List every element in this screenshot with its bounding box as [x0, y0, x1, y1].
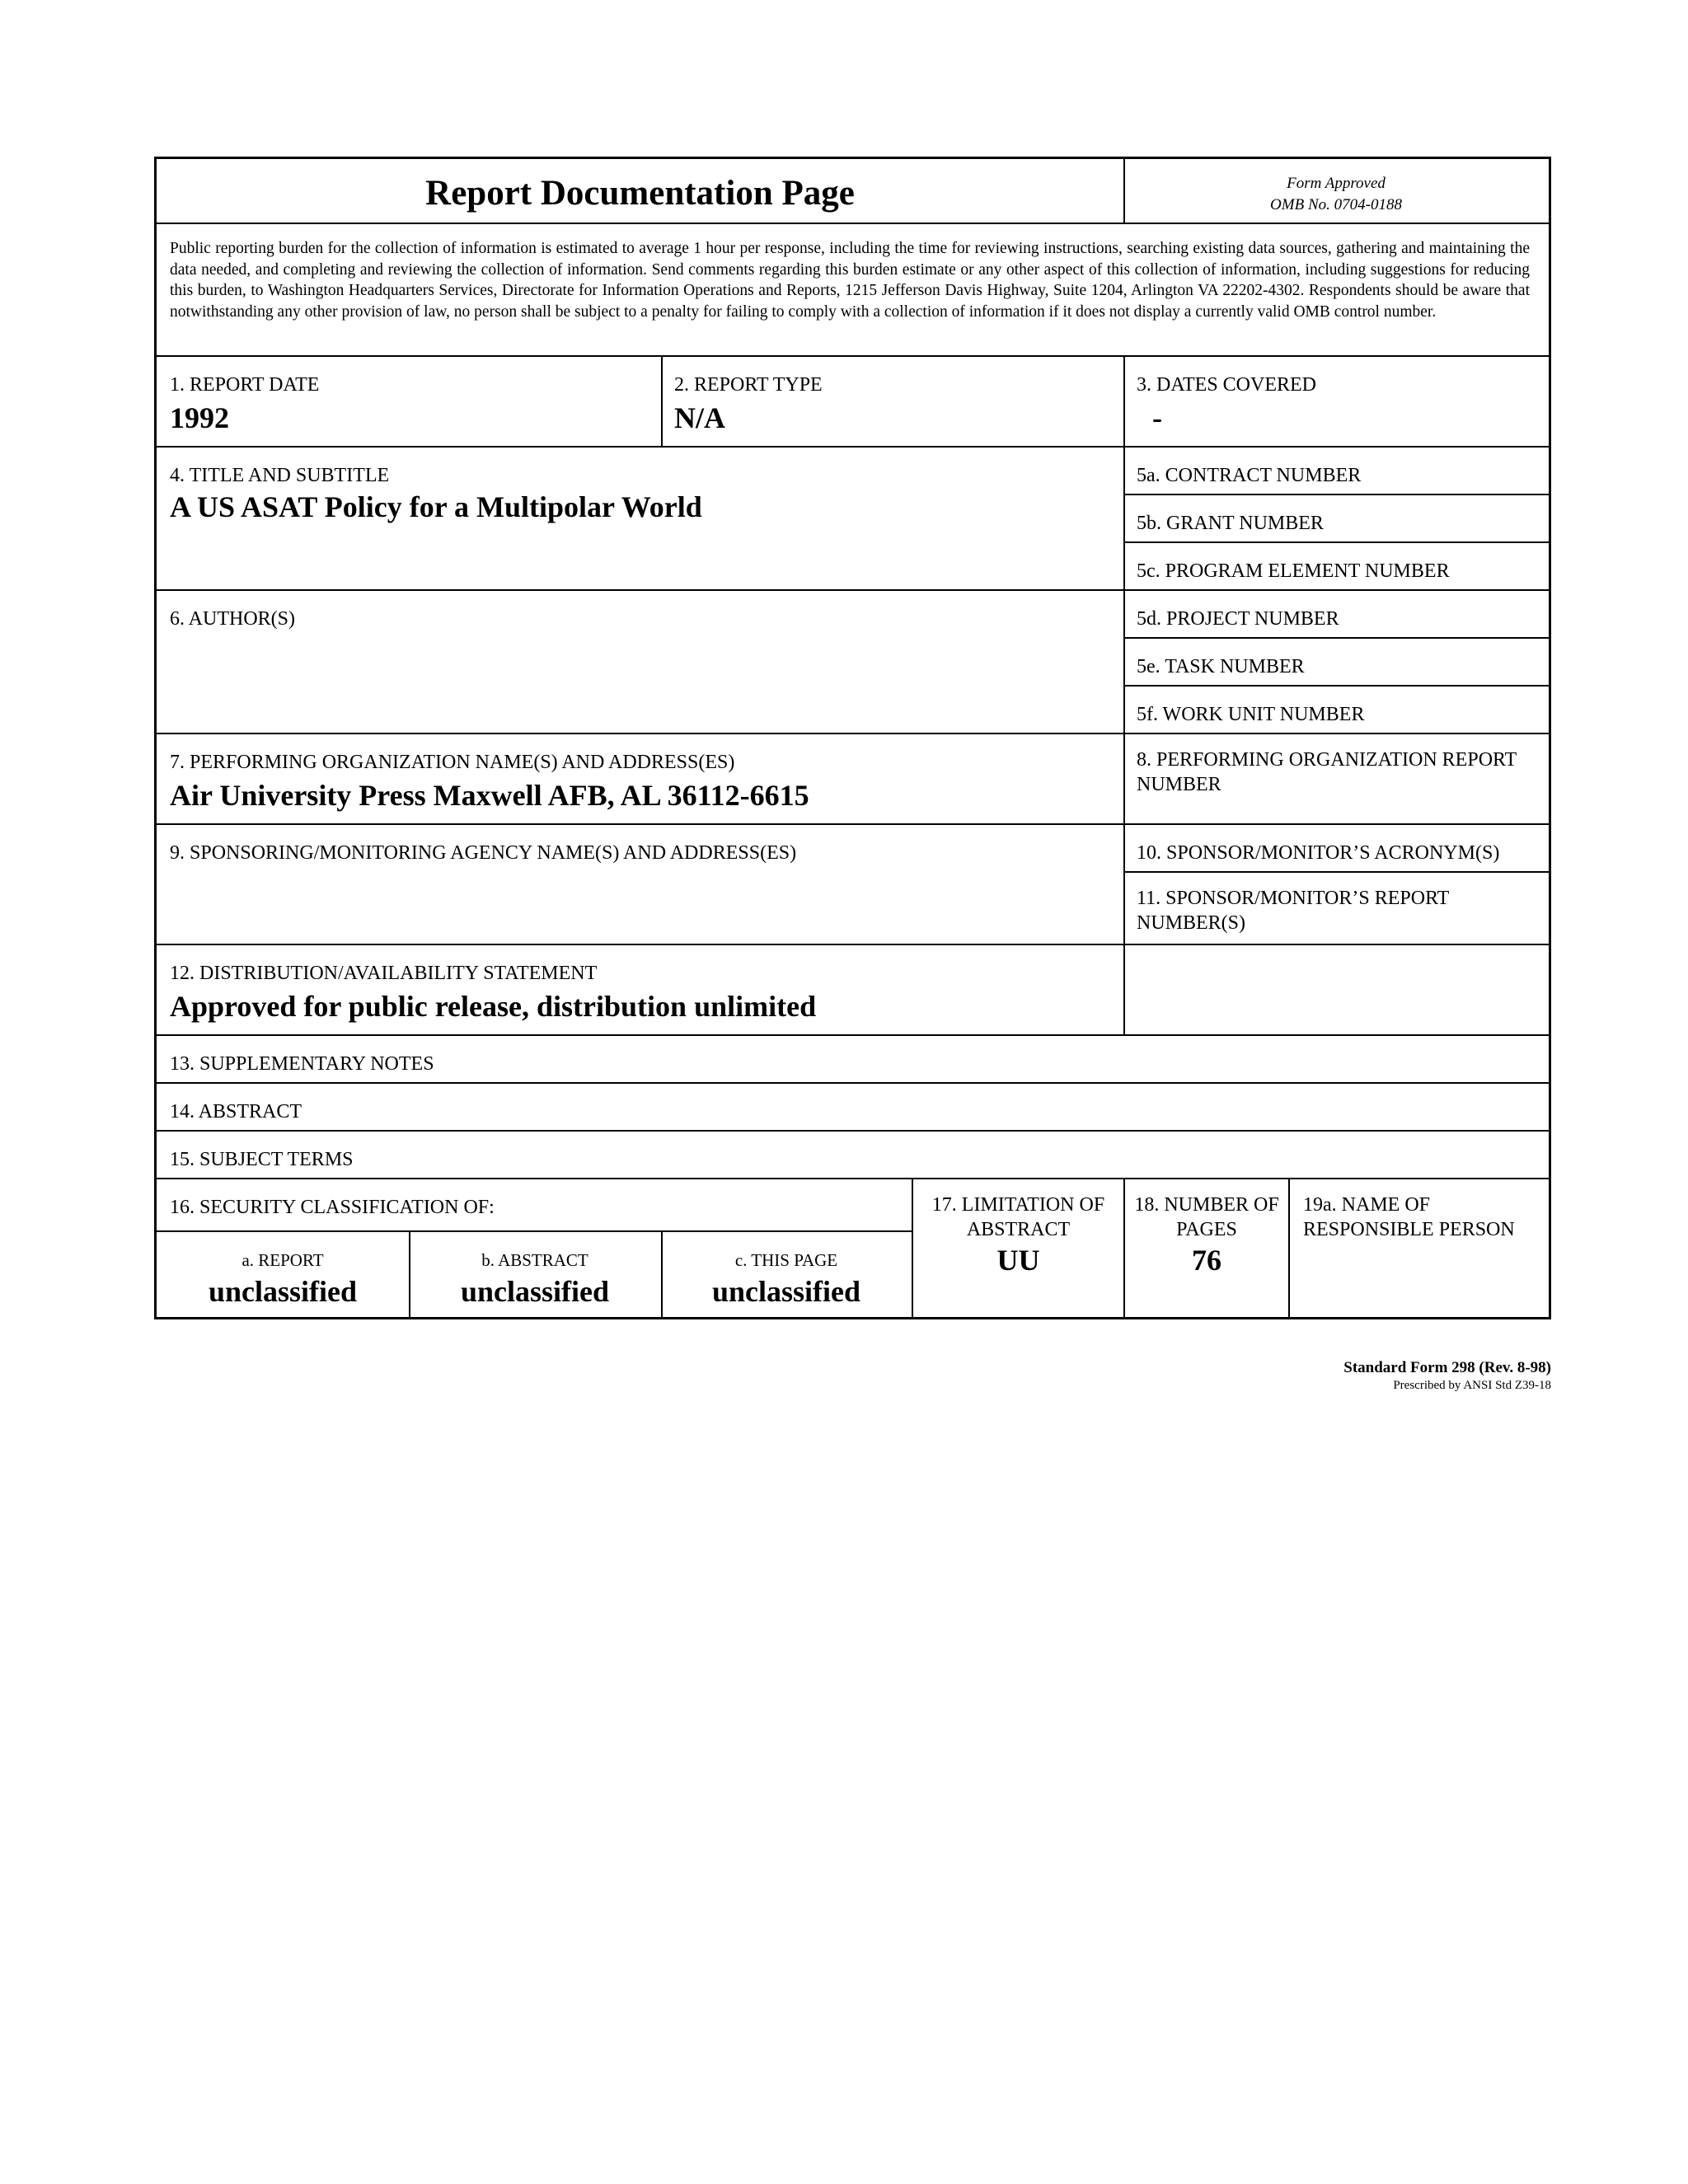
- rule-5b: [1123, 541, 1549, 543]
- rule-row6: [157, 733, 1549, 734]
- vrule-right-column: [1123, 355, 1125, 1034]
- responsible-person-label: 19a. NAME OF RESPONSIBLE PERSON: [1303, 1194, 1515, 1240]
- dates-covered-value: -: [1152, 401, 1162, 434]
- form-approved: [1123, 173, 1549, 216]
- grant-number-label: 5b. GRANT NUMBER: [1137, 513, 1324, 534]
- report-documentation-form: [154, 157, 1551, 1319]
- distribution-value: Approved for public release, distribution unlimited: [170, 990, 817, 1023]
- distribution-label: 12. DISTRIBUTION/AVAILABILITY STATEMENT: [170, 963, 598, 984]
- num-pages-value: 76: [1192, 1244, 1221, 1277]
- rule-row9: [157, 944, 1549, 945]
- task-number-label: 5e. TASK NUMBER: [1137, 656, 1305, 677]
- title-subtitle-label: 4. TITLE AND SUBTITLE: [170, 465, 390, 486]
- burden-statement: Public reporting burden for the collection of information is estimated to average 1 hour per response, including the time for reviewing instructions, searching existing data sources, gathering and maintaining the data needed, and completing and reviewing the collection of information. Send comments regarding this burden estimate or any other aspect of this collection of information, including suggestions for reducing this burden, to Washington Headquarters Services, Directorate for Information Operations and Reports, 1215 Jefferson Davis Highway, Suite 1204, Arlington VA 22202-4302. Respondents should be aware that notwithstanding any other provision of law, no person shall be subject to a penalty for failing to comply with a collection of information if it does not display a currently valid OMB control number.: [170, 240, 1530, 321]
- report-type-label: 2. REPORT TYPE: [674, 374, 823, 396]
- omb-number: OMB No. 0704-0188: [1270, 196, 1402, 213]
- security-classification-label: 16. SECURITY CLASSIFICATION OF:: [170, 1197, 495, 1218]
- prescribed-by: Prescribed by ANSI Std Z39-18: [1393, 1379, 1551, 1392]
- num-pages-label: 18. NUMBER OF PAGES: [1134, 1194, 1279, 1240]
- rule-row1: [157, 446, 1549, 448]
- rule-5e: [1123, 685, 1549, 687]
- rule-header: [157, 223, 1549, 224]
- dates-covered-label: 3. DATES COVERED: [1137, 374, 1317, 396]
- sponsor-report-label: 11. SPONSOR/MONITOR’S REPORT NUMBER(S): [1137, 888, 1449, 934]
- supplementary-notes-label: 13. SUPPLEMENTARY NOTES: [170, 1053, 434, 1075]
- rule-row13: [157, 1082, 1549, 1084]
- security-report-label: a. REPORT: [241, 1250, 324, 1270]
- contract-number-label: 5a. CONTRACT NUMBER: [1137, 465, 1362, 486]
- rule-10: [1123, 871, 1549, 873]
- security-this-page-label: c. THIS PAGE: [734, 1250, 838, 1270]
- rule-row16: [157, 1230, 912, 1232]
- rule-row7: [157, 823, 1549, 825]
- project-number-label: 5d. PROJECT NUMBER: [1137, 608, 1339, 630]
- rule-row14: [157, 1130, 1549, 1132]
- sponsor-acronym-label: 10. SPONSOR/MONITOR’S ACRONYM(S): [1137, 842, 1500, 864]
- vrule-row1: [661, 355, 663, 446]
- performing-org-report-label: 8. PERFORMING ORGANIZATION REPORT NUMBER: [1137, 749, 1517, 795]
- vrule-19: [1288, 1178, 1290, 1317]
- security-this-page-value: unclassified: [711, 1275, 861, 1308]
- title-subtitle-value: A US ASAT Policy for a Multipolar World: [170, 490, 702, 523]
- form-name: Standard Form 298 (Rev. 8-98): [1343, 1359, 1551, 1376]
- form-footer: [1343, 1359, 1551, 1393]
- security-abstract-label: b. ABSTRACT: [481, 1250, 588, 1270]
- sponsoring-agency-label: 9. SPONSORING/MONITORING AGENCY NAME(S) AND ADDRESS(ES): [170, 842, 797, 864]
- security-abstract-value: unclassified: [460, 1275, 610, 1308]
- form-approved-label: Form Approved: [1287, 175, 1386, 192]
- rule-row4: [157, 589, 1549, 591]
- security-report-value: unclassified: [208, 1275, 358, 1308]
- abstract-label: 14. ABSTRACT: [170, 1101, 302, 1122]
- work-unit-label: 5f. WORK UNIT NUMBER: [1137, 704, 1365, 725]
- performing-org-label: 7. PERFORMING ORGANIZATION NAME(S) AND ADDRESS(ES): [170, 752, 735, 773]
- program-element-label: 5c. PROGRAM ELEMENT NUMBER: [1137, 560, 1450, 582]
- limitation-label: 17. LIMITATION OF ABSTRACT: [931, 1194, 1105, 1240]
- rule-row12: [157, 1034, 1549, 1036]
- rule-5a: [1123, 494, 1549, 495]
- rule-burden: [157, 355, 1549, 357]
- subject-terms-label: 15. SUBJECT TERMS: [170, 1149, 354, 1170]
- report-date-label: 1. REPORT DATE: [170, 374, 320, 396]
- authors-label: 6. AUTHOR(S): [170, 608, 296, 630]
- report-date-value: 1992: [170, 401, 229, 434]
- rule-5d: [1123, 637, 1549, 639]
- performing-org-value: Air University Press Maxwell AFB, AL 36112-6615: [170, 779, 809, 812]
- rule-row15: [157, 1178, 1549, 1179]
- limitation-value: UU: [996, 1244, 1040, 1277]
- page-title: Report Documentation Page: [425, 174, 855, 213]
- report-type-value: N/A: [674, 401, 725, 434]
